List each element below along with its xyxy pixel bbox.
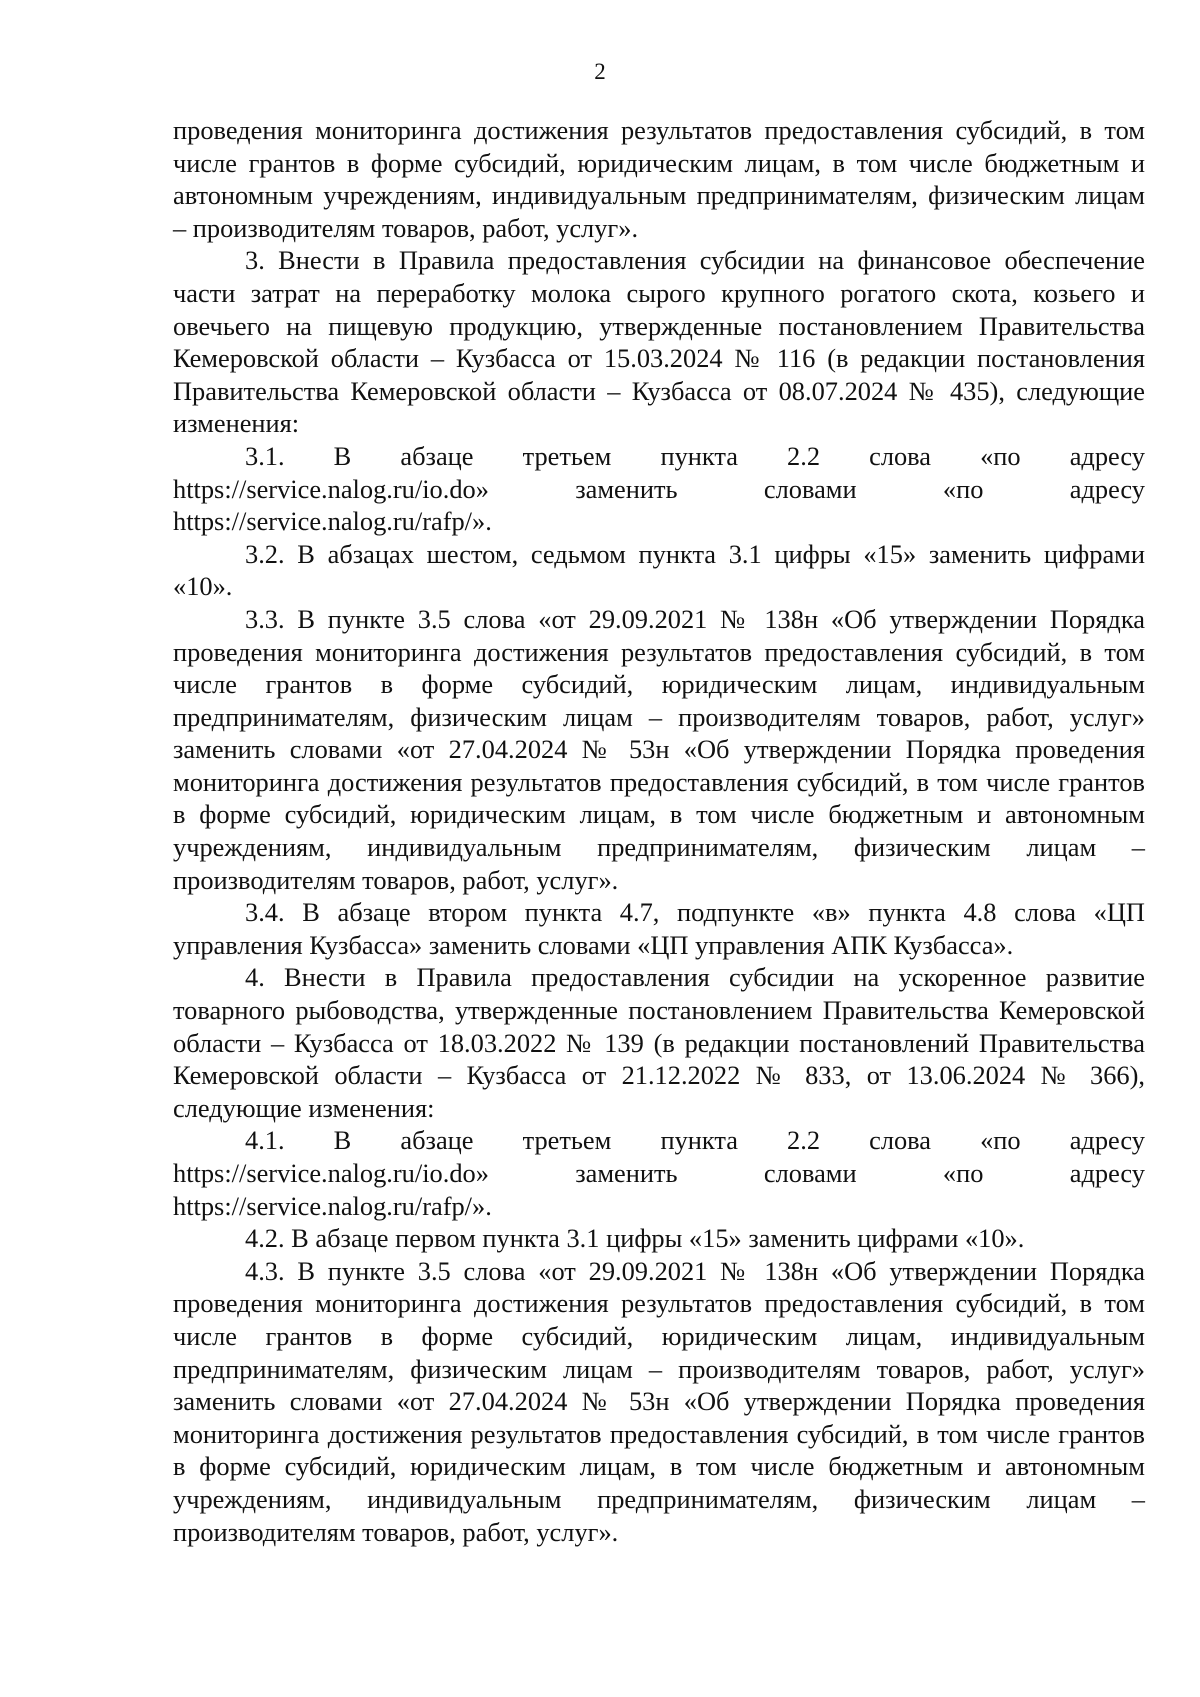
paragraph-item-3-3: 3.3. В пункте 3.5 слова «от 29.09.2021 № 138н «Об утверждении Порядка проведения мониторинга достижения результатов предоставления субсидий, в том числе грантов в форме субсидий, юридическим лицам, индивидуальным предпринимателям, физическим лицам – производителям товаров, работ, услуг» заменить словами «от 27.04.2024 № 53н «Об утверждении Порядка проведения мониторинга достижения результатов предоставления субсидий, в том числе грантов в форме субсидий, юридическим лицам, в том числе бюджетным и автономным учреждениям, индивидуальным предпринимателям, физическим лицам – производителям товаров, работ, услуг». bbox=[173, 603, 1145, 895]
paragraph-item-4-3: 4.3. В пункте 3.5 слова «от 29.09.2021 № 138н «Об утверждении Порядка проведения мониторинга достижения результатов предоставления субсидий, в том числе грантов в форме субсидий, юридическим лицам, индивидуальным предпринимателям, физическим лицам – производителям товаров, работ, услуг» заменить словами «от 27.04.2024 № 53н «Об утверждении Порядка проведения мониторинга достижения результатов предоставления субсидий, в том числе грантов в форме субсидий, юридическим лицам, в том числе бюджетным и автономным учреждениям, индивидуальным предпринимателям, физическим лицам – производителям товаров, работ, услуг». bbox=[173, 1255, 1145, 1547]
paragraph-item-4-1-url-end: https://service.nalog.ru/rafp/». bbox=[173, 1190, 492, 1221]
document-body bbox=[173, 114, 1145, 1548]
paragraph-item-3: 3. Внести в Правила предоставления субсидии на финансовое обеспечение части затрат на переработку молока сырого крупного рогатого скота, козьего и овечьего на пищевую продукцию, утвержденные постановлением Правительства Кемеровской области – Кузбасса от 15.03.2024 № 116 (в редакции постановления Правительства Кемеровской области – Кузбасса от 08.07.2024 № 435), следующие изменения: bbox=[173, 245, 1145, 439]
paragraph-item-4-1-url-line: https://service.nalog.ru/io.do» заменить словами «по адресу bbox=[173, 1158, 1145, 1188]
paragraph-item-4-1: 4.1. В абзаце третьем пункта 2.2 слова «по адресу bbox=[245, 1125, 1145, 1156]
paragraph-item-3-1-url-end: https://service.nalog.ru/rafp/». bbox=[173, 506, 492, 537]
page-number: 2 bbox=[594, 59, 606, 84]
paragraph-item-3-1: 3.1. В абзаце третьем пункта 2.2 слова «по адресу bbox=[245, 440, 1145, 471]
paragraph-item-3-1-url-line: https://service.nalog.ru/io.do» заменить словами «по адресу bbox=[173, 473, 1145, 504]
paragraph-item-3-2: 3.2. В абзацах шестом, седьмом пункта 3.1 цифры «15» заменить цифрами «10». bbox=[173, 538, 1145, 602]
paragraph-continuation: проведения мониторинга достижения результатов предоставления субсидий, в том числе грантов в форме субсидий, юридическим лицам, в том числе бюджетным и автономным учреждениям, индивидуальным предпринимателям, физическим лицам – производителям товаров, работ, услуг». bbox=[173, 115, 1145, 243]
paragraph-item-4: 4. Внести в Правила предоставления субсидии на ускоренное развитие товарного рыбоводства, утвержденные постановлением Правительства Кемеровской области – Кузбасса от 18.03.2022 № 139 (в редакции постановлений Правительства Кемеровской области – Кузбасса от 21.12.2022 № 833, от 13.06.2024 № 366), следующие изменения: bbox=[173, 962, 1145, 1123]
paragraph-item-3-4: 3.4. В абзаце втором пункта 4.7, подпункте «в» пункта 4.8 слова «ЦП управления Кузбасса» заменить словами «ЦП управления АПК Кузбасса». bbox=[173, 897, 1145, 960]
paragraph-item-4-2: 4.2. В абзаце первом пункта 3.1 цифры «15» заменить цифрами «10». bbox=[245, 1223, 1025, 1254]
